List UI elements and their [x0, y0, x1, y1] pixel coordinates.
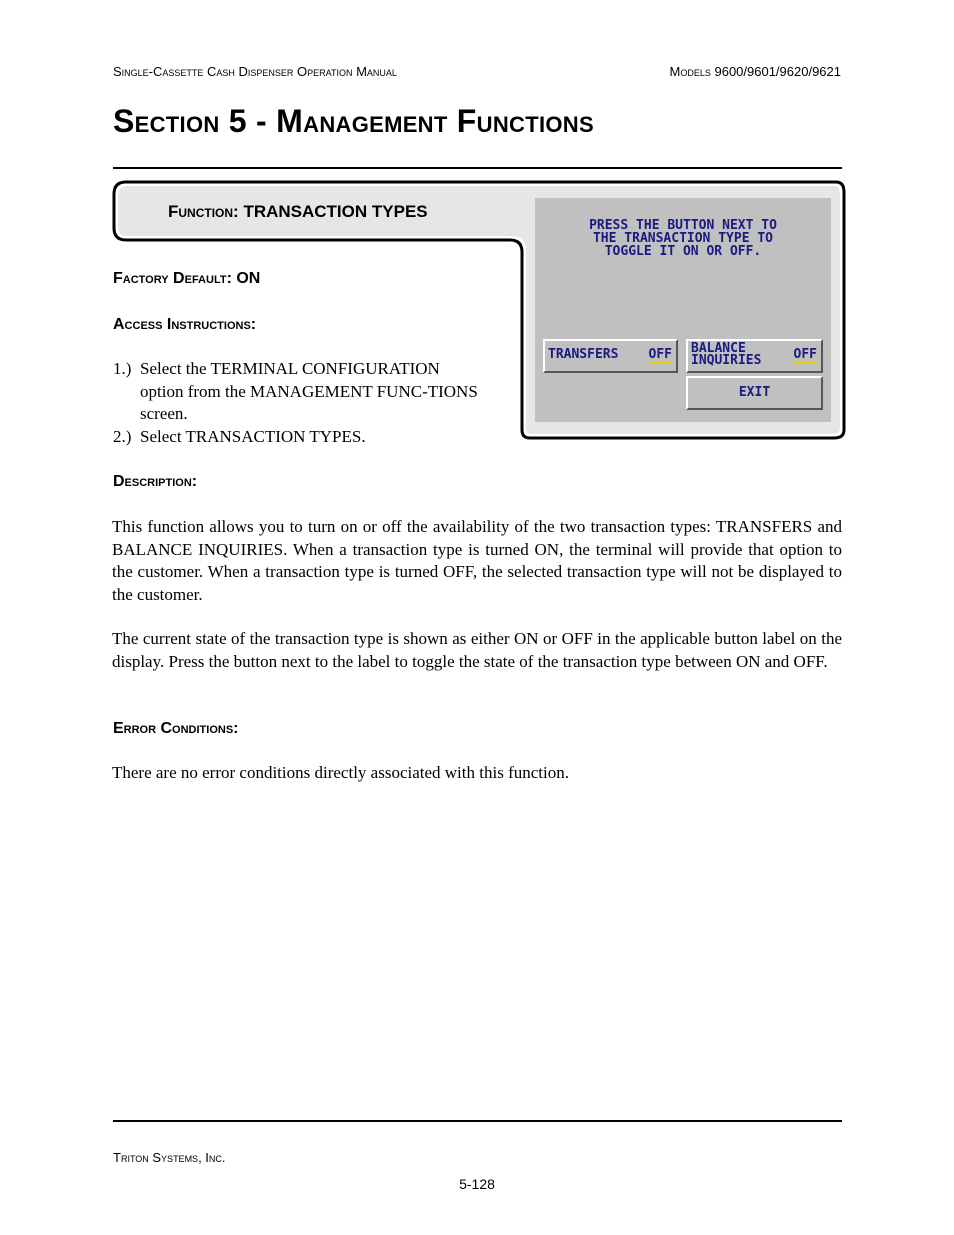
access-instructions-heading: Access Instructions: [113, 316, 257, 333]
error-conditions-heading: Error Conditions: [113, 720, 239, 737]
balance-inquiries-state: OFF [793, 347, 817, 362]
description-paragraph: This function allows you to turn on or off the availability of the two transaction types: TRANSFERS and BALANCE INQUIRIES. When a transaction type is turned ON, the terminal will provide that option to the customer. When a transaction type is turned OFF, the selected transaction type will not be displayed to the customer. [112, 517, 842, 604]
step-text: Select the TERMINAL CONFIGURATION option from the MANAGEMENT FUNC-TIONS screen. [140, 359, 478, 423]
balance-inquiries-label: BALANCE INQUIRIES [691, 341, 762, 368]
header-rule [113, 167, 842, 169]
transfers-toggle-button[interactable] [543, 339, 678, 373]
factory-default-label: Factory Default: [113, 270, 232, 287]
description-paragraph: The current state of the transaction type is shown as either ON or OFF in the applicable button label on the display. Press the button next to the label to toggle the state of the transaction type between ON and OFF. [112, 629, 842, 671]
function-prefix: Function: [168, 202, 239, 221]
step-text: Select TRANSACTION TYPES. [140, 427, 366, 446]
balance-inquiries-toggle-button[interactable] [686, 339, 823, 373]
function-name: TRANSACTION TYPES [238, 202, 428, 221]
atm-prompt: PRESS THE BUTTON NEXT TO THE TRANSACTION TYPE TO TOGGLE IT ON OR OFF. [589, 218, 777, 259]
function-label [168, 202, 428, 222]
factory-default [113, 270, 260, 288]
footer-company: Triton Systems, Inc. [113, 1150, 226, 1165]
running-header-models: Models 9600/9601/9620/9621 [669, 64, 841, 79]
transfers-label: TRANSFERS [548, 347, 619, 362]
exit-button[interactable] [686, 376, 823, 410]
factory-default-value: ON [231, 270, 261, 287]
section-title: Section 5 - Management Functions [113, 103, 594, 139]
step-number: 1.) [113, 359, 132, 378]
exit-label: EXIT [738, 385, 771, 400]
error-conditions-paragraph: There are no error conditions directly associated with this function. [112, 763, 569, 782]
step-number: 2.) [113, 427, 132, 446]
atm-screen [535, 198, 831, 422]
description-heading: Description: [113, 473, 198, 490]
footer-rule [113, 1120, 842, 1122]
running-header-title: Single-Cassette Cash Dispenser Operation Manual [113, 64, 397, 79]
page-number: 5-128 [459, 1176, 495, 1192]
transfers-state: OFF [648, 347, 672, 362]
